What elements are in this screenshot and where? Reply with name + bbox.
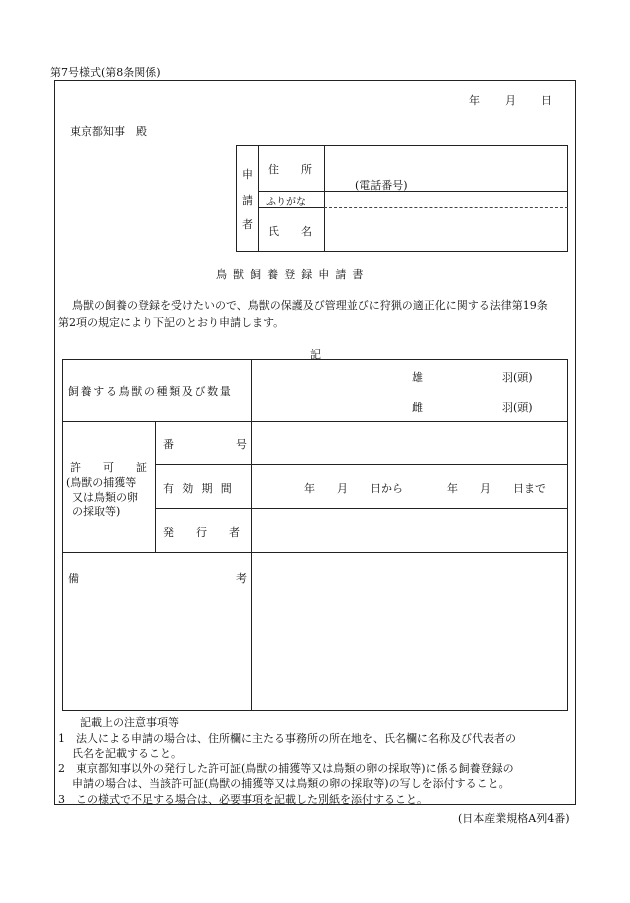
date-day: 日 <box>541 94 552 107</box>
intro-line-2: 第2項の規定により下記のとおり申請します。 <box>58 316 285 329</box>
species-label: 飼養する鳥獣の種類及び数量 <box>68 385 233 398</box>
male-label: 雄 <box>412 371 423 384</box>
form-title: 鳥獣飼養登録申請書 <box>216 268 370 281</box>
validity-value: 年 月 日から 年 月 日まで <box>304 482 546 495</box>
note-2a: 2 東京都知事以外の発行した許可証(鳥獣の捕獲等又は鳥類の卵の採取等)に係る飼養登録の <box>58 762 514 775</box>
date-year: 年 <box>469 94 480 107</box>
female-label: 雌 <box>412 401 423 414</box>
female-unit: 羽(頭) <box>502 401 533 414</box>
ki-heading: 記 <box>310 348 321 361</box>
addressee: 東京都知事 殿 <box>70 125 147 138</box>
applicant-side-3: 者 <box>242 218 253 231</box>
number-label-a: 番 <box>163 438 174 451</box>
permit-label: 許 可 証 <box>70 461 147 474</box>
name-label: 氏 名 <box>268 225 312 238</box>
applicant-side-1: 申 <box>242 168 253 181</box>
note-3: 3 この様式で不足する場合は、必要事項を記載した別紙を添付すること。 <box>58 793 428 806</box>
issuer-label: 発 行 者 <box>163 526 240 539</box>
footer-note: (日本産業規格A列4番) <box>458 812 570 825</box>
notes-heading: 記載上の注意事項等 <box>80 716 179 729</box>
remarks-label-b: 考 <box>236 572 247 585</box>
intro-line-1: 鳥獣の飼養の登録を受けたいので、鳥獣の保護及び管理並びに狩猟の適正化に関する法律第19条 <box>72 299 548 312</box>
validity-label: 有効期間 <box>163 482 240 495</box>
form-number: 第7号様式(第8条関係) <box>50 66 161 79</box>
permit-sub-1: (鳥獣の捕獲等 <box>66 476 137 489</box>
applicant-side-2: 請 <box>242 194 253 207</box>
note-1b: 氏名を記載すること。 <box>72 747 182 760</box>
phone-label: (電話番号) <box>355 179 408 192</box>
number-label-b: 号 <box>236 438 247 451</box>
date-month: 月 <box>505 94 516 107</box>
address-label: 住 所 <box>268 163 312 176</box>
note-1a: 1 法人による申請の場合は、住所欄に主たる事務所の所在地を、氏名欄に名称及び代表者の <box>58 732 516 745</box>
male-unit: 羽(頭) <box>502 371 533 384</box>
remarks-label-a: 備 <box>68 572 79 585</box>
furigana-label: ふりがな <box>266 197 306 208</box>
main-table <box>62 359 568 711</box>
note-2b: 申請の場合は、当該許可証(鳥獣の捕獲等又は鳥類の卵の採取等)の写しを添付すること。 <box>72 777 510 790</box>
permit-sub-3: の採取等) <box>72 505 121 518</box>
permit-sub-2: 又は鳥類の卵 <box>72 491 138 504</box>
